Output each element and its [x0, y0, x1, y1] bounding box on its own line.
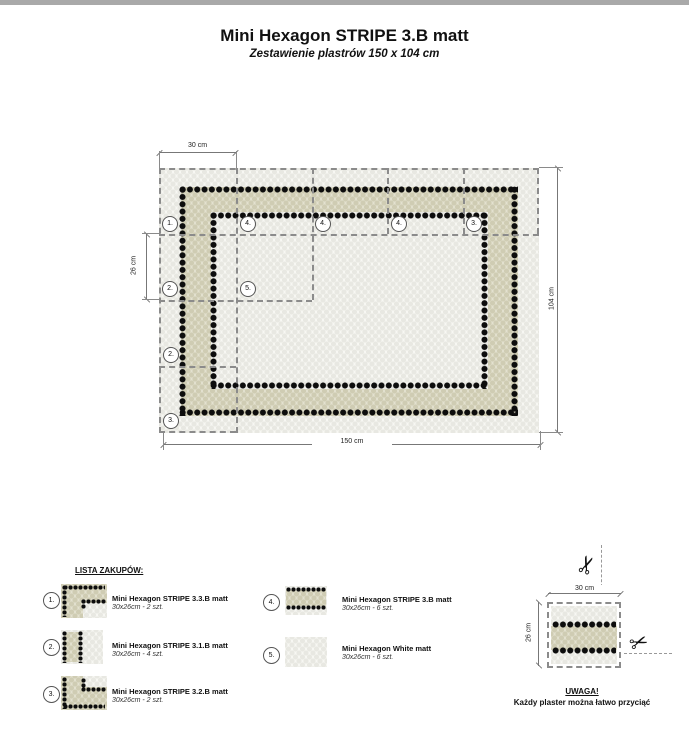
shopping-list-header: LISTA ZAKUPÓW:: [75, 566, 144, 575]
item-name: Mini Hexagon STRIPE 3.3.B matt: [112, 594, 228, 603]
extension-line: [539, 167, 563, 168]
grid-line: [159, 168, 539, 170]
item-name: Mini Hexagon White matt: [342, 644, 432, 653]
callout-3b: 3.: [163, 413, 179, 429]
dimension-label-104cm: 104 cm: [548, 287, 556, 310]
list-item: [112, 594, 228, 612]
item-number-badge: 4.: [263, 594, 280, 611]
scissors-icon: ✂: [570, 550, 604, 580]
callout-2b: 2.: [163, 347, 179, 363]
item-spec: 30x26cm - 4 szt.: [112, 651, 164, 659]
stripe-dots-outer-top: [179, 186, 518, 193]
extension-line: [142, 233, 160, 234]
callout-4a: 4.: [240, 216, 256, 232]
item-number-badge: 2.: [43, 639, 60, 656]
grid-line: [159, 168, 161, 433]
page-title: Mini Hexagon STRIPE 3.B matt: [220, 26, 469, 45]
layout-diagram: [159, 168, 539, 433]
item-number-badge: 5.: [263, 647, 280, 664]
item-thumbnail-stripe-3-b: [285, 586, 327, 615]
grid-line: [159, 431, 236, 433]
warning-title: UWAGA!: [565, 687, 599, 696]
stripe-dots-inner-right: [481, 212, 488, 389]
grid-line: [312, 168, 314, 300]
dimension-line-26cm: [146, 234, 147, 300]
item-thumbnail-stripe-3-1-b: [61, 630, 103, 664]
dimension-line-30cm: [159, 152, 236, 153]
cut-dimension-line-26cm: [538, 602, 539, 666]
list-item: [342, 595, 452, 613]
item-thumbnail-white: [285, 637, 327, 667]
item-thumbnail-stripe-3-3-b: [61, 584, 107, 618]
item-name: Mini Hexagon STRIPE 3.1.B matt: [112, 641, 228, 650]
item-name: Mini Hexagon STRIPE 3.B matt: [342, 595, 452, 604]
item-spec: 30x26cm - 2 szt.: [112, 697, 164, 705]
cut-dimension-label-26cm: 26 cm: [525, 622, 533, 643]
callout-3a: 3.: [466, 216, 482, 232]
dimension-line-104cm: [557, 168, 558, 433]
dimension-label-30cm: 30 cm: [187, 142, 208, 149]
page-subtitle: Zestawienie plastrów 150 x 104 cm: [249, 48, 440, 60]
cut-tile-diagram: [547, 602, 621, 668]
grid-line: [387, 168, 389, 234]
stripe-dots-outer-right: [511, 186, 518, 416]
item-spec: 30x26cm - 6 szt.: [342, 654, 394, 662]
extension-line: [539, 432, 563, 433]
dimension-label-150cm: 150 cm: [312, 438, 392, 445]
item-thumbnail-stripe-3-2-b: [61, 676, 107, 710]
grid-line: [159, 234, 539, 236]
list-item: [112, 641, 228, 659]
grid-line: [463, 168, 465, 234]
grid-line: [236, 168, 238, 433]
extension-line: [540, 431, 541, 450]
cut-dimension-label-30cm: 30 cm: [548, 585, 621, 592]
extension-line: [142, 299, 160, 300]
grid-line: [537, 168, 539, 234]
callout-5: 5.: [240, 281, 256, 297]
extension-line: [236, 151, 237, 168]
dimension-label-26cm: 26 cm: [130, 255, 138, 276]
scissors-icon: ✂: [626, 628, 653, 659]
extension-line: [159, 151, 160, 168]
item-spec: 30x26cm - 2 szt.: [112, 604, 164, 612]
list-item: [112, 687, 228, 705]
item-number-badge: 1.: [43, 592, 60, 609]
callout-4c: 4.: [391, 216, 407, 232]
item-spec: 30x26cm - 6 szt.: [342, 605, 394, 613]
warning-text: Każdy plaster można łatwo przyciąć: [513, 698, 651, 707]
callout-1: 1.: [162, 216, 178, 232]
top-border-bar: [0, 0, 689, 5]
stripe-dots-inner-bottom: [210, 382, 488, 389]
cut-dimension-line-30cm: [548, 593, 621, 594]
grid-line: [159, 366, 236, 368]
callout-2a: 2.: [162, 281, 178, 297]
callout-4b: 4.: [315, 216, 331, 232]
item-name: Mini Hexagon STRIPE 3.2.B matt: [112, 687, 228, 696]
extension-line: [163, 431, 164, 450]
list-item: [342, 644, 431, 662]
item-number-badge: 3.: [43, 686, 60, 703]
stripe-dots-outer-bottom: [179, 409, 518, 416]
